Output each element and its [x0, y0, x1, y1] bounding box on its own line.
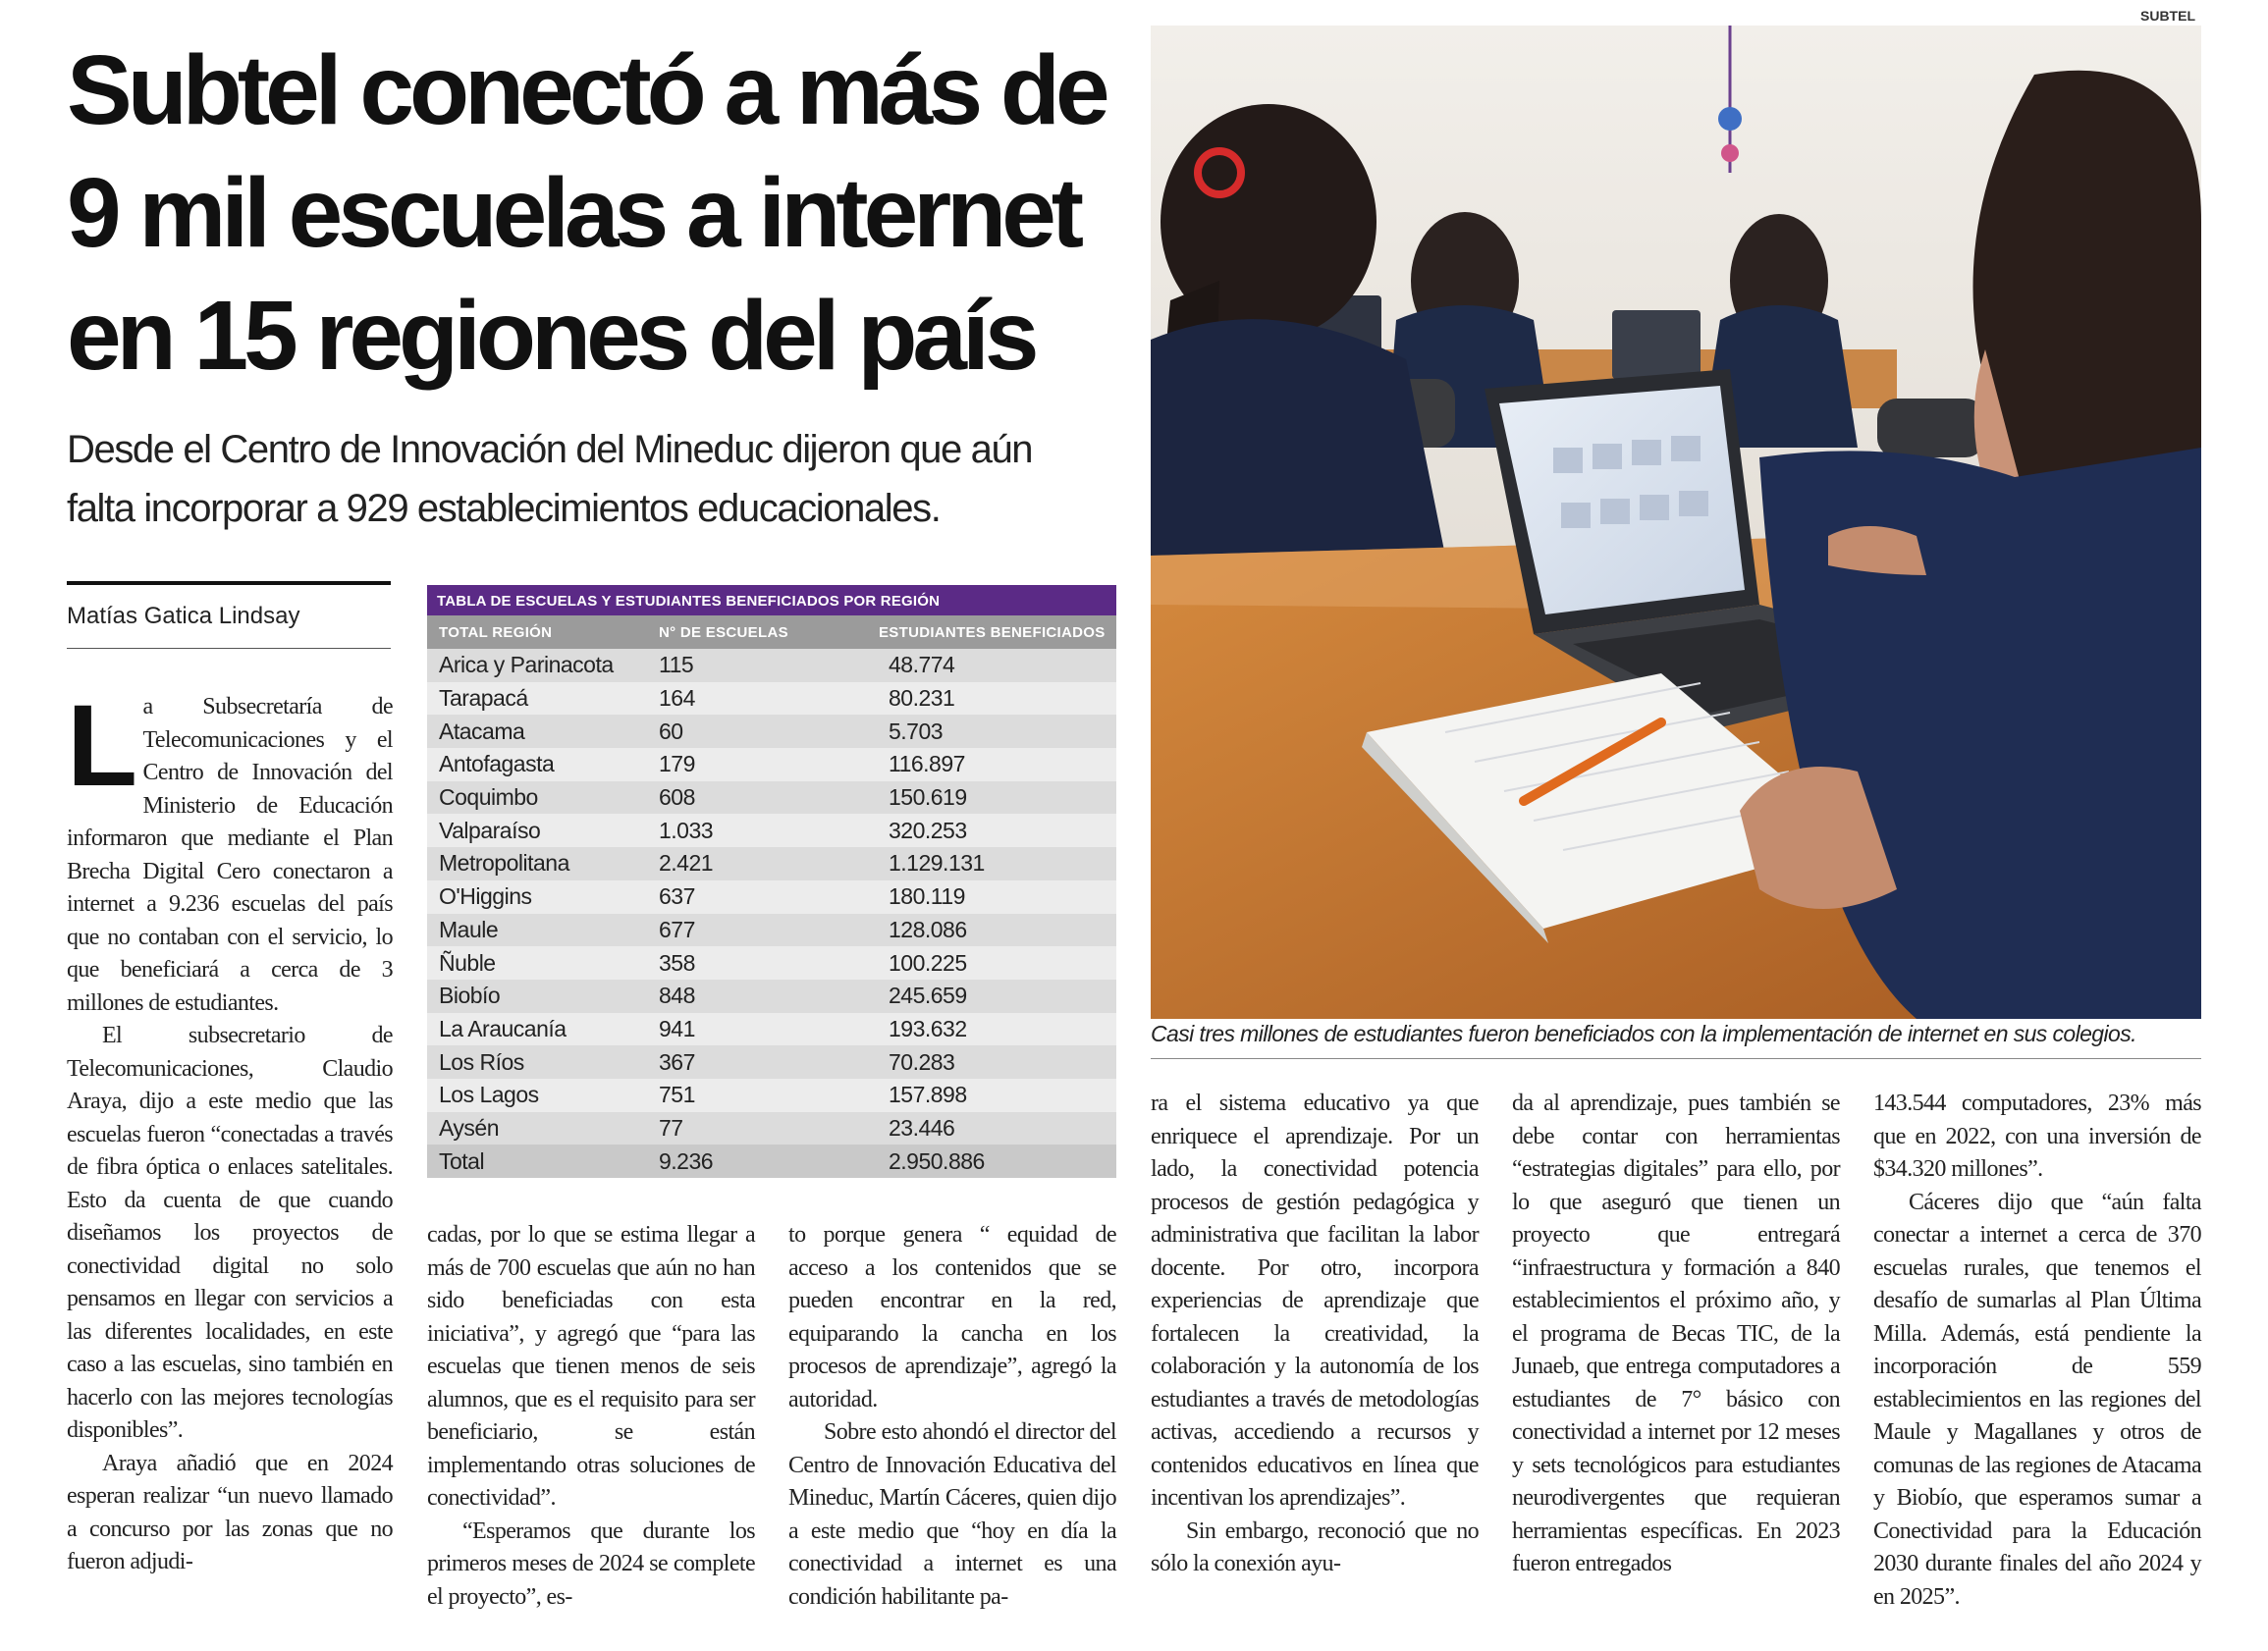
table-cell-region: Maule: [439, 916, 499, 942]
table-cell-schools: 367: [659, 1048, 695, 1075]
headline-line-2: 9 mil escuelas a internet: [67, 158, 1080, 268]
classroom-photo: [1151, 26, 2201, 1019]
table-cell-region: O'Higgins: [439, 883, 532, 910]
table-cell-students: 100.225: [889, 949, 967, 976]
byline-rule-bottom: [67, 648, 391, 649]
article-paragraph: La Subsecretaría de Telecomunicaciones y el Centro de Innovación del Ministerio de Educación informaron que mediante el Plan Brecha Digital Cero conectaron a internet a 9.236 escuelas del país que no contaban con el servicio, lo que beneficiará a cerca de 3 millones de estudiantes.: [67, 681, 393, 1016]
table-row: [427, 814, 1116, 847]
table-cell-students: 150.619: [889, 784, 967, 811]
article-column-5: [1512, 1088, 1840, 1581]
table-cell-students: 116.897: [889, 751, 965, 777]
table-cell-region: Atacama: [439, 718, 525, 744]
drop-cap: L: [67, 681, 137, 811]
table-header-students: ESTUDIANTES BENEFICIADOS: [879, 623, 1106, 641]
table-cell-schools: 179: [659, 751, 695, 777]
table-cell-students: 320.253: [889, 817, 967, 843]
byline: Matías Gatica Lindsay: [67, 603, 300, 629]
table-cell-schools: 677: [659, 916, 695, 942]
article-column-6: [1873, 1088, 2201, 1614]
table-cell-schools: 77: [659, 1114, 683, 1141]
table-cell-region: Tarapacá: [439, 685, 528, 712]
table-row: [427, 748, 1116, 781]
headline-line-3: en 15 regiones del país: [67, 281, 1035, 391]
table-row: [427, 847, 1116, 880]
table-body: [427, 649, 1116, 1178]
article-paragraph: to porque genera “ equidad de acceso a los contenidos que se pueden encontrar en la red, equiparando la cancha en los procesos de aprendizaje”, agregó la autoridad.: [788, 1222, 1116, 1412]
table-row: [427, 880, 1116, 914]
article-paragraph: Sobre esto ahondó el director del Centro de Innovación Educativa del Mineduc, Martín Cáceres, quien dijo a este medio que “hoy en día la conectividad a internet es una condición habilitante pa-: [788, 1419, 1116, 1610]
subheadline-line-2: falta incorporar a 929 establecimientos educacionales.: [67, 487, 941, 530]
table-cell-region: Total: [439, 1147, 485, 1174]
article-paragraph: cadas, por lo que se estima llegar a más de 700 escuelas que aún no han sido beneficiadas con esta iniciativa”, y agregó que “para las escuelas que tienen menos de seis alumnos, que es el requisito para ser beneficiario, se están implementando otras soluciones de conectividad”.: [427, 1222, 755, 1511]
article-paragraph: da al aprendizaje, pues también se debe contar con herramientas “estrategias digitales” para ello, por lo que aseguró que tienen un proyecto que entregará “infraestructura y formación a 840 establecimientos el próximo año, y el programa de Becas TIC, de la Junaeb, que entrega computadores a estudiantes de 7° básico con conectividad a internet por 12 meses y sets tecnológicos para estudiantes neurodivergentes que requieran herramientas específicas. En 2023 fueron entregados: [1512, 1091, 1840, 1576]
table-cell-region: Aysén: [439, 1114, 500, 1141]
article-column-1: [67, 681, 393, 1579]
subheadline: [67, 420, 1127, 538]
table-cell-schools: 115: [659, 652, 694, 678]
table-row: [427, 946, 1116, 980]
article-paragraph: Cáceres dijo que “aún falta conectar a internet a cerca de 370 escuelas rurales, que tenemos el desafío de sumarlas al Plan Última Milla. Además, está pendiente la incorporación de 559 establecimientos en las regiones del Maule y Magallanes y otros de comunas de las regiones de Atacama y Biobío, que esperamos sumar a Conectividad para la Educación 2030 durante finales del año 2024 y en 2025”.: [1873, 1189, 2201, 1610]
table-row: [427, 1045, 1116, 1079]
table-cell-schools: 2.421: [659, 850, 714, 877]
table-row: [427, 914, 1116, 947]
table-row: [427, 980, 1116, 1013]
table-row: [427, 1112, 1116, 1145]
table-header-schools: N° DE ESCUELAS: [659, 623, 788, 641]
table-cell-schools: 608: [659, 784, 695, 811]
table-cell-students: 80.231: [889, 685, 955, 712]
byline-rule-top: [67, 581, 391, 585]
article-column-3: [788, 1219, 1116, 1614]
article-paragraph: “Esperamos que durante los primeros meses de 2024 se complete el proyecto”, es-: [427, 1518, 755, 1610]
table-cell-region: Valparaíso: [439, 817, 541, 843]
table-row: [427, 682, 1116, 716]
article-paragraph: 143.544 computadores, 23% más que en 2022, con una inversión de $34.320 millones”.: [1873, 1091, 2201, 1182]
table-cell-region: Antofagasta: [439, 751, 555, 777]
table-cell-region: La Araucanía: [439, 1015, 567, 1041]
table-cell-region: Arica y Parinacota: [439, 652, 614, 678]
table-cell-region: Los Lagos: [439, 1082, 539, 1108]
table-cell-students: 70.283: [889, 1048, 955, 1075]
table-row: [427, 781, 1116, 815]
table-cell-region: Coquimbo: [439, 784, 538, 811]
table-cell-schools: 848: [659, 983, 695, 1009]
table-cell-region: Metropolitana: [439, 850, 569, 877]
table-cell-schools: 637: [659, 883, 695, 910]
table-cell-students: 48.774: [889, 652, 955, 678]
caption-rule: [1151, 1058, 2201, 1059]
table-cell-students: 180.119: [889, 883, 965, 910]
table-cell-schools: 9.236: [659, 1147, 714, 1174]
table-cell-schools: 941: [659, 1015, 695, 1041]
table-header-row: [427, 615, 1116, 649]
table-cell-students: 245.659: [889, 983, 967, 1009]
table-row: [427, 1013, 1116, 1046]
article-column-4: [1151, 1088, 1479, 1581]
table-row: [427, 715, 1116, 748]
table-cell-schools: 751: [659, 1082, 695, 1108]
headline: [67, 29, 1127, 398]
article-paragraph: El subsecretario de Telecomunicaciones, Claudio Araya, dijo a este medio que las escuelas fueron “conectadas a través de fibra óptica o enlaces satelitales. Esto da cuenta de que cuando diseñamos los proyectos de conectividad digital no solo pensamos en llegar con servicios a las diferentes localidades, en este caso a las escuelas, sino también en hacerlo con las mejores tecnologías disponibles”.: [67, 1023, 393, 1443]
table-cell-schools: 60: [659, 718, 683, 744]
table-cell-region: Ñuble: [439, 949, 496, 976]
table-cell-students: 1.129.131: [889, 850, 985, 877]
table-cell-students: 157.898: [889, 1082, 967, 1108]
table-cell-schools: 1.033: [659, 817, 714, 843]
photo-caption: Casi tres millones de estudiantes fueron beneficiados con la implementación de internet en sus colegios.: [1151, 1021, 2136, 1046]
table-cell-students: 193.632: [889, 1015, 967, 1041]
beneficiaries-table: [427, 585, 1116, 1178]
table-cell-students: 128.086: [889, 916, 967, 942]
article-paragraph: Sin embargo, reconoció que no sólo la conexión ayu-: [1151, 1518, 1479, 1576]
article-column-2: [427, 1219, 755, 1614]
photo-credit: SUBTEL: [2140, 8, 2195, 24]
article-paragraph: Araya añadió que en 2024 esperan realizar “un nuevo llamado a concurso por las zonas que no fueron adjudi-: [67, 1450, 393, 1574]
table-cell-region: Biobío: [439, 983, 501, 1009]
article-paragraph: ra el sistema educativo ya que enriquece el aprendizaje. Por un lado, la conectividad potencia procesos de gestión pedagógica y administrativa que facilitan la labor docente. Por otro, incorpora experiencias de aprendizaje que fortalecen la creatividad, la colaboración y la autonomía de los estudiantes a través de metodologías activas, accediendo a recursos y contenidos educativos en línea que incentivan los aprendizajes”.: [1151, 1091, 1479, 1511]
table-title: TABLA DE ESCUELAS Y ESTUDIANTES BENEFICIADOS POR REGIÓN: [427, 585, 1116, 615]
table-cell-schools: 164: [659, 685, 695, 712]
table-cell-schools: 358: [659, 949, 695, 976]
subheadline-line-1: Desde el Centro de Innovación del Mineduc dijeron que aún: [67, 428, 1033, 471]
table-total-row: [427, 1145, 1116, 1178]
table-cell-students: 23.446: [889, 1114, 955, 1141]
table-cell-students: 2.950.886: [889, 1147, 985, 1174]
table-header-region: TOTAL REGIÓN: [439, 623, 553, 641]
table-cell-region: Los Ríos: [439, 1048, 524, 1075]
table-cell-students: 5.703: [889, 718, 944, 744]
table-row: [427, 1079, 1116, 1112]
table-row: [427, 649, 1116, 682]
headline-line-1: Subtel conectó a más de: [67, 35, 1106, 145]
